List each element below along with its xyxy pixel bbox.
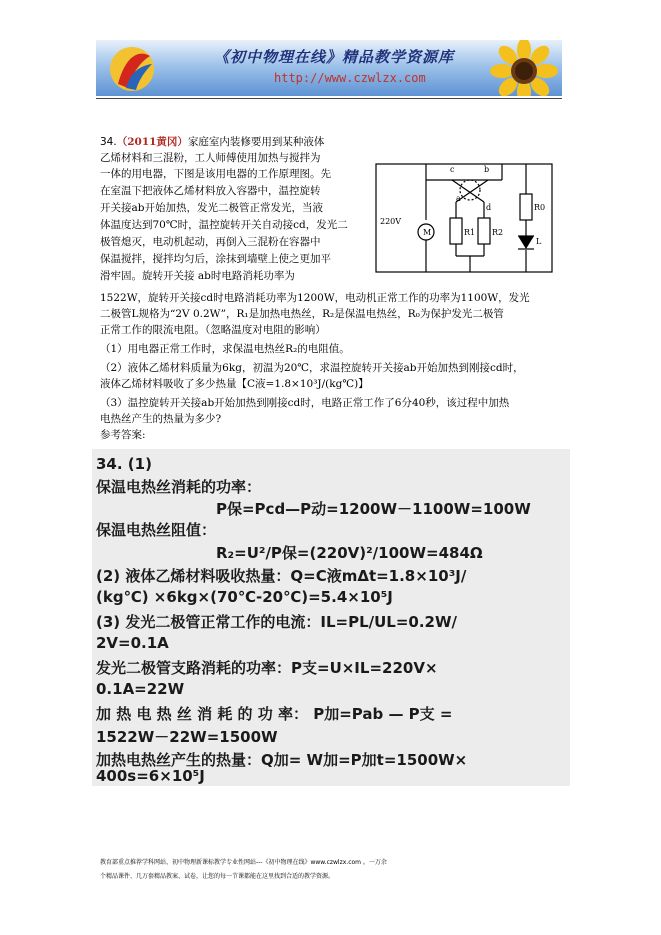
question-line-10: 二极管L规格为“2V 0.2W”，R₁是加热电热丝，R₂是保温电热丝，R₀为保护发光二极管: [100, 308, 504, 320]
question-line-8: 滑牢固。旋转开关接 ab时电路消耗功率为: [100, 270, 295, 282]
banner-title: 《初中物理在线》精品教学资源库: [214, 48, 455, 66]
answer-line-8: 2V=0.1A: [96, 634, 169, 652]
question-line-4: 开关接ab开始加热，发光二极管正常发光，当液: [100, 202, 323, 214]
label-a: a: [456, 194, 461, 203]
label-voltage: 220V: [380, 217, 402, 226]
label-led: L: [536, 237, 542, 246]
answer-line-1: 保温电热丝消耗的功率：: [96, 478, 262, 496]
reference-answer-label: 参考答案:: [100, 429, 146, 441]
answer-line-12: 1522W－22W=1500W: [96, 728, 278, 746]
logo-icon: [106, 44, 162, 94]
answer-line-11: 加 热 电 热 丝 消 耗 的 功 率： P加=Pab — P支 =: [96, 705, 453, 723]
answer-line-4: R₂=U²/P保=(220V)²/100W=484Ω: [216, 544, 483, 562]
answer-line-14: 400s=6×10⁵J: [96, 767, 205, 785]
label-d: d: [486, 203, 492, 212]
question-line-2: 一体的用电器，下图是该用电器的工作原理图。先: [100, 168, 331, 180]
label-r1: R1: [464, 228, 476, 237]
sub-question-2-line-2: 液体乙烯材料吸收了多少热量【C液=1.8×10³J/(kg℃)】: [100, 378, 369, 390]
header-banner: [96, 40, 562, 96]
question-line-1: 乙烯材料和三混粉，工人师傅使用加热与搅拌为: [100, 152, 321, 164]
answer-line-13: 加热电热丝产生的热量：Q加= W加=P加t=1500W×: [96, 751, 468, 769]
reference-answer-image: [92, 449, 570, 786]
answer-line-3: 保温电热丝阻值：: [96, 521, 217, 539]
sub-question-1: （1）用电器正常工作时，求保温电热丝R₂的电阻值。: [100, 343, 350, 355]
answer-line-2: P保=Pcd—P动=1200W－1100W=100W: [216, 500, 531, 518]
label-r2: R2: [492, 228, 504, 237]
question-line-6: 极管熄灭，电动机起动，再倒入三混粉在容器中: [100, 236, 321, 248]
label-r0: R0: [534, 203, 546, 212]
question-first-line: [100, 134, 324, 150]
question-line-3: 在室温下把液体乙烯材料放入容器中，温控旋转: [100, 185, 321, 197]
label-c: c: [450, 165, 455, 174]
answer-line-0: 34. (1): [96, 455, 152, 473]
question-number: 34.: [100, 136, 117, 148]
question-line-9: 1522W，旋转开关接cd时电路消耗功率为1200W，电动机正常工作的功率为1100W，发光: [100, 292, 530, 304]
label-b: b: [484, 165, 490, 174]
answer-line-7: (3) 发光二极管正常工作的电流：IL=PL/UL=0.2W/: [96, 613, 458, 631]
circuit-diagram: [370, 158, 558, 280]
footer-line-1: 教育部重点推荐学科网站、初中物理新课标教学专业性网站---《初中物理在线》www.czwlzx.com 。一万余: [100, 859, 387, 866]
question-line-5: 体温度达到70℃时，温控旋转开关自动接cd，发光二: [100, 219, 348, 231]
sub-question-3-line-1: （3）温控旋转开关接ab开始加热到刚接cd时，电路正常工作了6分40秒，该过程中加热: [100, 397, 510, 409]
question-line-7: 保温搅拌，搅拌均匀后，涂抹到墙壁上使之更加平: [100, 253, 331, 265]
answer-line-10: 0.1A=22W: [96, 680, 185, 698]
question-line-11: 正常工作的限流电阻。（忽略温度对电阻的影响）: [100, 324, 326, 336]
sunflower-icon: [484, 40, 562, 96]
footer-line-2: 个精品课件、几万套精品教案、试卷，让您的每一节课都能在这里找到合适的教学资源。: [100, 873, 335, 880]
answer-line-9: 发光二极管支路消耗的功率：P支=U×IL=220V×: [96, 659, 438, 677]
label-motor: M: [423, 228, 432, 237]
answer-line-5: (2) 液体乙烯材料吸收热量：Q=C液mΔt=1.8×10³J/: [96, 567, 467, 585]
banner-url[interactable]: http://www.czwlzx.com: [274, 71, 426, 85]
answer-line-6: (kg℃) ×6kg×(70℃-20℃)=5.4×10⁵J: [96, 588, 393, 606]
sub-question-3-line-2: 电热丝产生的热量为多少?: [100, 413, 222, 425]
header-rule: [96, 98, 562, 99]
question-source: （2011黄冈）: [116, 136, 188, 148]
sub-question-2-line-1: （2）液体乙烯材料质量为6kg，初温为20℃，求温控旋转开关接ab开始加热到刚接cd时，: [100, 362, 524, 374]
question-line-0: 家庭室内装修要用到某种液体: [187, 136, 325, 148]
